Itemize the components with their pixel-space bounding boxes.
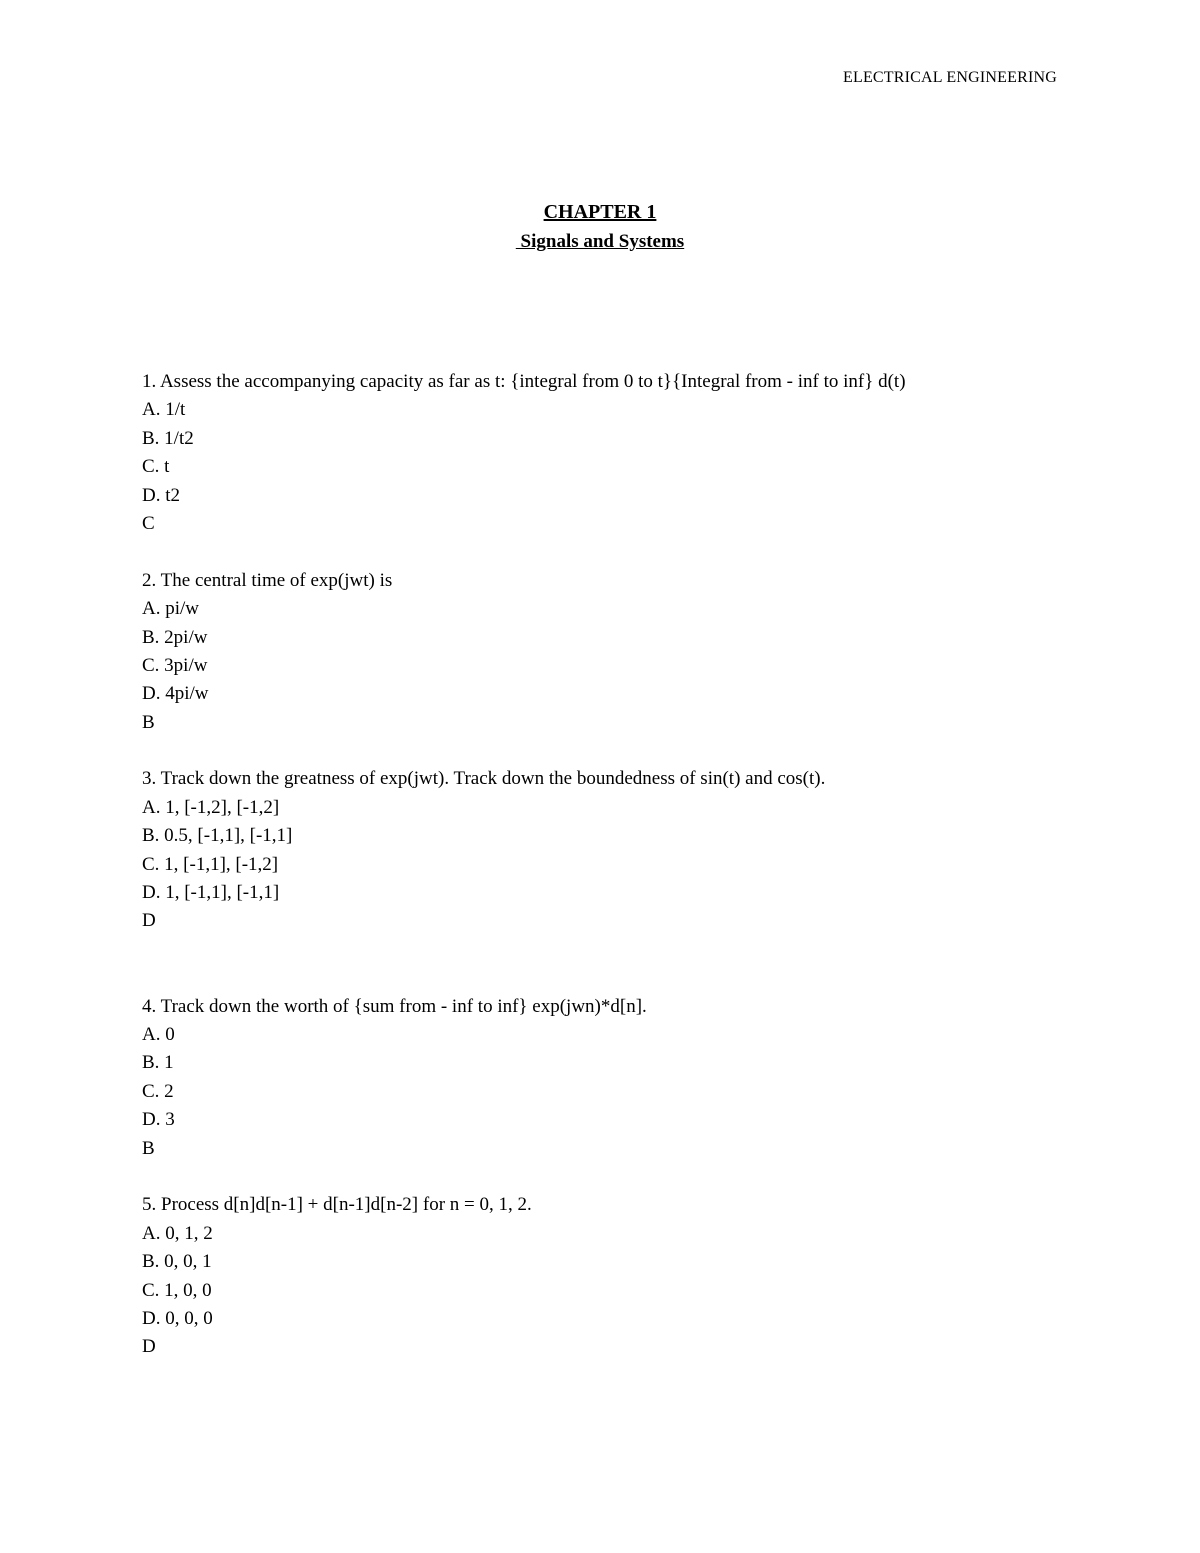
question-list (142, 368, 1102, 1362)
option-c: C. 1, [-1,1], [-1,2] (142, 853, 279, 875)
option-d: D. 0, 0, 0 (142, 1307, 213, 1329)
option-d: D. 3 (142, 1109, 175, 1131)
answer: C (142, 512, 155, 534)
option-a: A. 1/t (142, 399, 186, 421)
option-a: A. 0, 1, 2 (142, 1222, 213, 1244)
question-text: 2. The central time of exp(jwt) is (142, 569, 393, 591)
question-5 (142, 1191, 1102, 1361)
answer: D (142, 910, 156, 932)
question-2 (142, 567, 1102, 737)
spacer (142, 538, 1102, 566)
option-d: D. t2 (142, 484, 180, 506)
question-text: 1. Assess the accompanying capacity as far as t: {integral from 0 to t}{Integral from - inf to inf} d(t) (142, 371, 906, 392)
answer: B (142, 1137, 155, 1159)
question-text: 5. Process d[n]d[n-1] + d[n-1]d[n-2] for n = 0, 1, 2. (142, 1194, 532, 1216)
chapter-title: CHAPTER 1 (543, 201, 657, 223)
option-b: B. 0, 0, 1 (142, 1251, 212, 1273)
spacer (142, 936, 1102, 993)
option-c: C. 1, 0, 0 (142, 1279, 212, 1301)
option-b: B. 2pi/w (142, 626, 208, 648)
option-a: A. 1, [-1,2], [-1,2] (142, 796, 280, 818)
question-3 (142, 765, 1102, 935)
answer: D (142, 1336, 156, 1358)
option-c: C. 3pi/w (142, 654, 208, 676)
option-b: B. 1/t2 (142, 427, 194, 449)
question-text: 4. Track down the worth of {sum from - inf to inf} exp(jwn)*d[n]. (142, 995, 647, 1017)
option-a: A. pi/w (142, 598, 199, 620)
question-text: 3. Track down the greatness of exp(jwt). Track down the boundedness of sin(t) and cos(t). (142, 768, 826, 790)
question-1 (142, 368, 1102, 538)
chapter-subtitle: Signals and Systems (515, 231, 685, 252)
option-d: D. 4pi/w (142, 683, 209, 705)
spacer (142, 1163, 1102, 1191)
option-b: B. 1 (142, 1052, 174, 1074)
option-c: C. 2 (142, 1080, 174, 1102)
option-d: D. 1, [-1,1], [-1,1] (142, 882, 280, 904)
spacer (142, 737, 1102, 765)
option-a: A. 0 (142, 1024, 175, 1045)
question-4 (142, 993, 1102, 1163)
option-c: C. t (142, 456, 170, 478)
page-header: ELECTRICAL ENGINEERING (843, 69, 1057, 86)
answer: B (142, 711, 155, 733)
option-b: B. 0.5, [-1,1], [-1,1] (142, 825, 293, 847)
